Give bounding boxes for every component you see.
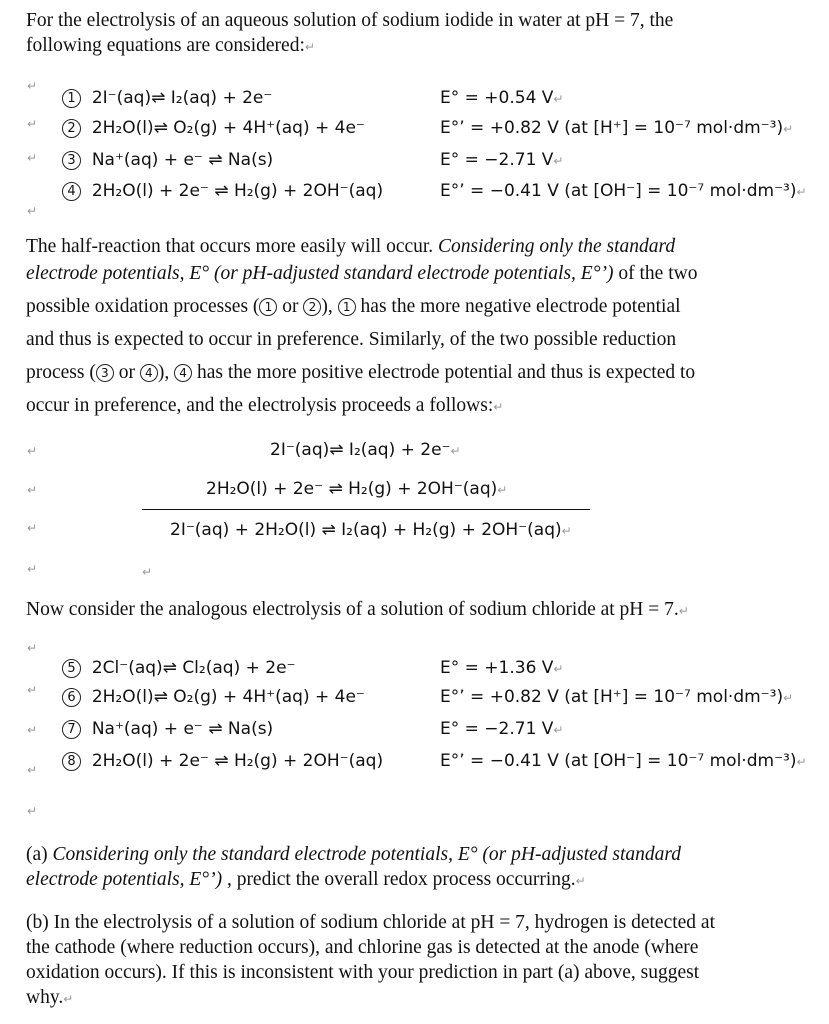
- circled-number-4: 4: [140, 364, 158, 382]
- circled-number-6: 6: [62, 688, 81, 707]
- now-consider-paragraph: Now consider the analogous electrolysis of a solution of sodium chloride at pH = 7.↵: [26, 599, 689, 620]
- question-part-b: [26, 910, 806, 1012]
- question-part-a: [26, 842, 806, 894]
- reaction-4-potential: E°’ = −0.41 V (at [OH⁻] = 10⁻⁷ mol·dm⁻³)↵: [440, 181, 807, 201]
- paragraph-mark-icon: ↵: [27, 562, 38, 576]
- paragraph-mark-icon: ↵: [63, 992, 74, 1006]
- reaction-5-equation: 5 2Cl⁻(aq)⇌ Cl₂(aq) + 2e⁻: [62, 658, 296, 678]
- explanation-line-3: possible oxidation processes ( 1 or 2 ), 1 has the more negative electrode potential: [26, 296, 681, 317]
- explanation-line-2: electrode potentials, E° (or pH-adjusted standard electrode potentials, E°’) of the two: [26, 263, 698, 284]
- paragraph-mark-icon: ↵: [796, 755, 807, 769]
- paragraph-mark-icon: ↵: [27, 79, 38, 93]
- explanation-paragraph: [26, 230, 806, 424]
- reaction-2-equation: 2 2H₂O(l)⇌ O₂(g) + 4H⁺(aq) + 4e⁻: [62, 118, 365, 138]
- reaction-3-equation: 3 Na⁺(aq) + e⁻ ⇌ Na(s): [62, 150, 273, 170]
- paragraph-mark-icon: ↵: [497, 483, 508, 497]
- paragraph-mark-icon: ↵: [783, 691, 794, 705]
- reaction-3-potential: E° = −2.71 V↵: [440, 150, 564, 170]
- paragraph-mark-icon: ↵: [27, 444, 38, 458]
- explanation-line-1: The half-reaction that occurs more easily will occur. Considering only the standard: [26, 236, 676, 257]
- circled-number-1: 1: [62, 89, 81, 108]
- paragraph-mark-icon: ↵: [27, 804, 38, 818]
- circled-number-5: 5: [62, 659, 81, 678]
- part-a-line-1: (a) Considering only the standard electrode potentials, E° (or pH-adjusted standard: [26, 844, 682, 865]
- reaction-1-equation: 1 2I⁻(aq)⇌ I₂(aq) + 2e⁻: [62, 88, 272, 108]
- summation-line: [142, 509, 590, 510]
- paragraph-mark-icon: ↵: [142, 565, 153, 579]
- paragraph-mark-icon: ↵: [561, 524, 572, 538]
- reaction-7-equation: 7 Na⁺(aq) + e⁻ ⇌ Na(s): [62, 719, 273, 739]
- part-b-line-2: the cathode (where reduction occurs), and chlorine gas is detected at the anode (where: [26, 937, 699, 958]
- reaction-7-potential: E° = −2.71 V↵: [440, 719, 564, 739]
- half-reaction-oxidation: 2I⁻(aq)⇌ I₂(aq) + 2e⁻↵: [270, 440, 461, 460]
- explanation-line-4: and thus is expected to occur in preference. Similarly, of the two possible reduction: [26, 329, 677, 350]
- explanation-line-5: process ( 3 or 4 ), 4 has the more positive electrode potential and thus is expected to: [26, 362, 696, 383]
- part-b-line-3: oxidation occurs). If this is inconsistent with your prediction in part (a) above, suggest: [26, 962, 700, 983]
- paragraph-mark-icon: ↵: [27, 151, 38, 165]
- circled-number-4: 4: [62, 182, 81, 201]
- paragraph-mark-icon: ↵: [678, 604, 689, 618]
- paragraph-mark-icon: ↵: [575, 874, 586, 888]
- circled-number-3: 3: [62, 151, 81, 170]
- paragraph-mark-icon: ↵: [27, 483, 38, 497]
- reaction-6-potential: E°’ = +0.82 V (at [H⁺] = 10⁻⁷ mol·dm⁻³)↵: [440, 687, 794, 707]
- paragraph-mark-icon: ↵: [27, 763, 38, 777]
- paragraph-mark-icon: ↵: [27, 521, 38, 535]
- reaction-8-equation: 8 2H₂O(l) + 2e⁻ ⇌ H₂(g) + 2OH⁻(aq): [62, 751, 383, 771]
- paragraph-mark-icon: ↵: [783, 122, 794, 136]
- reaction-4-equation: 4 2H₂O(l) + 2e⁻ ⇌ H₂(g) + 2OH⁻(aq): [62, 181, 383, 201]
- paragraph-mark-icon: ↵: [553, 92, 564, 106]
- net-reaction: 2I⁻(aq) + 2H₂O(l) ⇌ I₂(aq) + H₂(g) + 2OH⁻(aq)↵: [170, 520, 572, 540]
- half-reaction-reduction: 2H₂O(l) + 2e⁻ ⇌ H₂(g) + 2OH⁻(aq)↵: [206, 479, 508, 499]
- paragraph-mark-icon: ↵: [304, 40, 315, 54]
- circled-number-3: 3: [96, 364, 114, 382]
- paragraph-mark-icon: ↵: [553, 154, 564, 168]
- paragraph-mark-icon: ↵: [493, 400, 504, 414]
- reaction-6-equation: 6 2H₂O(l)⇌ O₂(g) + 4H⁺(aq) + 4e⁻: [62, 687, 365, 707]
- circled-number-2: 2: [62, 119, 81, 138]
- paragraph-mark-icon: ↵: [450, 444, 461, 458]
- paragraph-mark-icon: ↵: [27, 204, 38, 218]
- paragraph-mark-icon: ↵: [27, 117, 38, 131]
- part-b-line-4: why.↵: [26, 987, 74, 1008]
- intro-line-2: following equations are considered:↵: [26, 35, 315, 56]
- paragraph-mark-icon: ↵: [553, 662, 564, 676]
- reaction-8-potential: E°’ = −0.41 V (at [OH⁻] = 10⁻⁷ mol·dm⁻³)↵: [440, 751, 807, 771]
- paragraph-mark-icon: ↵: [27, 641, 38, 655]
- circled-number-1: 1: [259, 298, 277, 316]
- reaction-2-potential: E°’ = +0.82 V (at [H⁺] = 10⁻⁷ mol·dm⁻³)↵: [440, 118, 794, 138]
- reaction-1-potential: E° = +0.54 V↵: [440, 88, 564, 108]
- circled-number-7: 7: [62, 720, 81, 739]
- circled-number-8: 8: [62, 752, 81, 771]
- explanation-line-6: occur in preference, and the electrolysis proceeds a follows:↵: [26, 395, 504, 416]
- paragraph-mark-icon: ↵: [796, 185, 807, 199]
- part-a-line-2: electrode potentials, E°’) , predict the overall redox process occurring.↵: [26, 869, 586, 890]
- circled-number-2: 2: [303, 298, 321, 316]
- paragraph-mark-icon: ↵: [27, 683, 38, 697]
- paragraph-mark-icon: ↵: [27, 723, 38, 737]
- circled-number-4: 4: [174, 364, 192, 382]
- circled-number-1: 1: [338, 298, 356, 316]
- part-b-line-1: (b) In the electrolysis of a solution of sodium chloride at pH = 7, hydrogen is detected at: [26, 912, 715, 933]
- paragraph-mark-icon: ↵: [553, 723, 564, 737]
- intro-paragraph: [26, 8, 806, 60]
- reaction-5-potential: E° = +1.36 V↵: [440, 658, 564, 678]
- intro-line-1: For the electrolysis of an aqueous solution of sodium iodide in water at pH = 7, the: [26, 10, 674, 31]
